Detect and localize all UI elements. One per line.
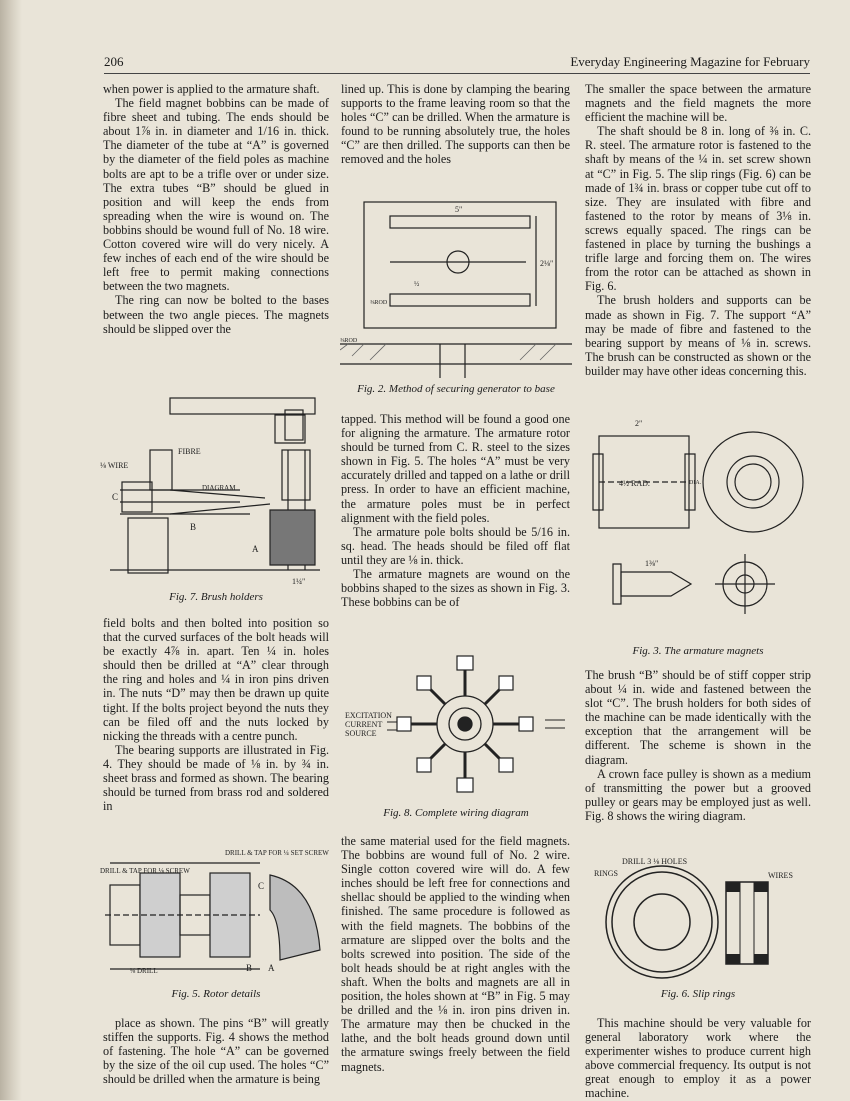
figure-5-caption: Fig. 5. Rotor details xyxy=(171,988,261,1000)
paragraph: The smaller the space between the armature magnets and the field magnets the more efficient the machine will be. xyxy=(585,82,811,125)
paragraph: The armature magnets are wound on the bobbins shaped to the sizes as shown in Fig. 3. These bobbins can be of xyxy=(341,567,570,610)
fig7-fibre-label: FIBRE xyxy=(178,447,201,456)
fig7-dim-label: 1¼" xyxy=(292,577,306,586)
figure-7-brush-holders xyxy=(100,390,332,588)
fig5-b-label: B xyxy=(246,963,253,973)
column-3-top xyxy=(585,82,811,378)
fig5-a-label: A xyxy=(268,963,275,973)
header-rule xyxy=(104,73,810,74)
fig3-rad: 4½ RAD. xyxy=(619,479,650,488)
fig7-wire-label: ⅛ WIRE xyxy=(100,461,129,470)
fig5-drill-tap-left: DRILL & TAP FOR ⅛ SCREW xyxy=(100,867,190,875)
paragraph: The brush holders and supports can be made as shown in Fig. 7. The support “A” may be made of fibre and fastened to the bearing support by means of ⅛ in. screws. The brush can be constructed as shown or the builder may have other ideas concerning this. xyxy=(585,293,811,378)
fig8-source: SOURCE xyxy=(345,729,377,738)
paragraph: The shaft should be 8 in. long of ⅜ in. C. R. steel. The armature rotor is fastened to the shaft by means of the ¼ in. set screw shown at “C” in Fig. 5. The slip rings (Fig. 6) can be made of 1¾ in. brass or copper tube cut off to size. They are insulated with fibre and fastened to the rotor by means of 3⅛ in. screws equally spaced. The rings can be fastened in place by turning the bushings a trifle large and forcing them on. The wires from the rotor can be attached as shown in Fig. 6. xyxy=(585,124,811,294)
figure-6-caption: Fig. 6. Slip rings xyxy=(660,988,736,1000)
fig7-c-label: C xyxy=(112,492,119,502)
fig6-drill-holes: DRILL 3 ⅛ HOLES xyxy=(622,857,688,866)
paragraph: lined up. This is done by clamping the bearing supports to the frame leaving room so that the holes “C” can be drilled. When the armature is found to be running absolutely true, the holes “C” are then drilled. The supports can then be removed and the holes xyxy=(341,82,570,167)
column-3-bottom xyxy=(585,1016,811,1101)
paragraph: The armature pole bolts should be 5/16 in. sq. head. The heads should be filed off flat until they are ⅛ in. thick. xyxy=(341,524,570,567)
paragraph: This machine should be very valuable for general laboratory work where the experimenter wishes to produce current high above commercial frequency. Its output is not great enough to employ it as a power machine. xyxy=(585,1016,811,1101)
page-number: 206 xyxy=(104,54,124,69)
paragraph: A crown face pulley is shown as a medium of transmitting the power but a grooved pulley or gears may be employed just as well. Fig. 8 shows the wiring diagram. xyxy=(585,766,811,823)
figure-5-rotor-details xyxy=(100,845,332,983)
paragraph: field bolts and then bolted into position so that the curved surfaces of the bolt heads will be exactly 4⅞ in. apart. Ten ¼ in. holes should then be drilled at “A” clear through the ring and holes and ¼ in iron pins driven in. The nuts “D” may then be drawn up quite tight. If the bolts project beyond the nuts they can be filed off and the nuts locked by nicking the threads with a centre punch. xyxy=(103,616,329,743)
column-2-top xyxy=(341,82,570,167)
figure-2-caption: Fig. 2. Method of securing generator to base xyxy=(357,383,555,395)
page-binding-edge xyxy=(0,0,22,1100)
paragraph: when power is applied to the armature shaft. xyxy=(103,82,320,96)
fig3-dim-top: 2" xyxy=(635,419,643,428)
figure-6-slip-rings xyxy=(590,852,810,982)
fig7-diagram-label: DIAGRAM xyxy=(202,484,236,492)
fig2-dim-top: 5" xyxy=(455,205,463,214)
fig7-b-label: B xyxy=(190,522,197,532)
figure-8-wiring-diagram xyxy=(345,652,570,802)
column-3-mid xyxy=(585,668,811,823)
fig2-dim-side: 2⅛" xyxy=(540,259,554,268)
fig2-rod1: ⅜ROD xyxy=(370,300,388,306)
paragraph: The brush “B” should be of stiff copper strip about ¼ in. wide and fastened between the slot “C”. The brush holders for both sides of the machine can be made identically with the exception that the arrangement will be different. The scheme is shown in the diagram. xyxy=(585,668,811,767)
fig2-frac: ½ xyxy=(414,280,420,288)
fig3-dim2: 1⅜" xyxy=(645,559,659,568)
paragraph: The ring can now be bolted to the bases between the two angle pieces. The magnets should be slipped over the xyxy=(103,293,329,336)
running-header xyxy=(104,54,810,74)
figure-2-generator-base xyxy=(340,194,572,378)
fig8-current: CURRENT xyxy=(345,720,383,729)
fig3-dia: DIA. xyxy=(689,480,702,486)
fig7-a-label: A xyxy=(252,544,259,554)
paragraph: place as shown. The pins “B” will greatly stiffen the supports. Fig. 4 shows the method of fastening. The hole “A” can be governed by the size of the oil cup used. The holes “C” should be drilled when the armature is being xyxy=(103,1016,329,1087)
column-1-bottom xyxy=(103,1016,329,1086)
fig5-c-label: C xyxy=(258,881,265,891)
column-2-mid xyxy=(341,412,570,609)
paragraph: The field magnet bobbins can be made of fibre sheet and tubing. The ends should be about 1⅞ in. in diameter and 1/16 in. thick. The diameter of the tube at “A” is governed by the diameter of the field poles as machine bolts are apt to be a trifle over or under size. The extra tubes “B” should be glued in position and will keep the ends from spreading when the wire is wound on. The bobbins should be wound full of No. 18 wire. Cotton covered wire will do very nicely. A few inches of each end of the wire should be left free to permit making connections between the two magnets. xyxy=(103,96,329,294)
column-2-bottom xyxy=(341,834,570,1074)
figure-8-caption: Fig. 8. Complete wiring diagram xyxy=(383,807,529,819)
paragraph: the same material used for the field magnets. The bobbins are wound full of No. 2 wire. Single cotton covered wire will do. A few inches should be left free for connections and shellac should be applied to the winding when finished. The same procedure is followed as with the field magnets. The bobbins of the armature are slipped over the bolts and the bolts screwed into position. The side of the bolt heads should be at right angles with the shaft. When the bolts and magnets are all in position, the holes shown at “B” in Fig. 5 may be drilled and the ⅛ in. iron pins driven in. The armature may then be chucked in the lathe, and the bolt heads ground down until the armature swings freely between the field magnets. xyxy=(341,834,570,1074)
fig2-rod2: ⅜ROD xyxy=(340,338,358,344)
fig5-drill-tap-top: DRILL & TAP FOR ¼ SET SCREW xyxy=(225,849,329,857)
figure-3-armature-magnets xyxy=(585,414,811,640)
magazine-title: Everyday Engineering Magazine for February xyxy=(570,54,810,69)
figure-7-caption: Fig. 7. Brush holders xyxy=(169,591,263,603)
fig8-excitation: EXCITATION xyxy=(345,711,392,720)
fig5-drill-bottom: ⅛ DRILL xyxy=(130,967,158,975)
fig6-wires: WIRES xyxy=(768,871,793,880)
column-1-top xyxy=(103,82,329,336)
figure-3-caption: Fig. 3. The armature magnets xyxy=(632,645,764,657)
paragraph: The bearing supports are illustrated in Fig. 4. They should be made of ⅛ in. by ¾ in. sheet brass and formed as shown. The bearing should be turned from brass rod and soldered in xyxy=(103,742,329,814)
column-1-mid xyxy=(103,616,329,813)
paragraph: tapped. This method will be found a good one for aligning the armature. The armature rotor should be turned from C. R. steel to the sizes shown in Fig. 5. The holes “A” must be very accurately drilled and tapped on a lathe or drill press. In order to have an efficient machine, the armature poles must be in perfect alignment with the field poles. xyxy=(341,412,570,525)
fig6-rings: RINGS xyxy=(594,869,619,878)
